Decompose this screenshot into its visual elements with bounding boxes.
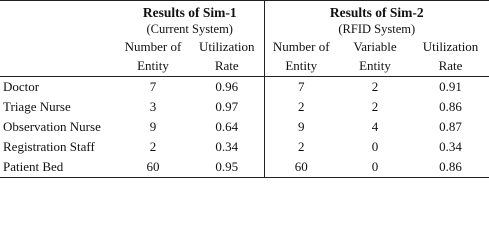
sim2-group-title: Results of Sim-2 [264, 1, 489, 22]
row-label: Doctor [3, 79, 40, 94]
sim2-variable-cell: 2 [371, 79, 379, 94]
row-label: Patient Bed [0, 157, 116, 178]
sim2-entity-cell: 2 [264, 97, 338, 117]
sim1-util-header-line1: Utilization [198, 39, 255, 54]
corner-cell [0, 21, 116, 37]
sim2-util-cell: 0.86 [439, 99, 462, 114]
sim2-entity-header-line1: Number of [264, 37, 338, 57]
table-row-doctor [0, 77, 489, 98]
sim1-entity-cell: 2 [149, 139, 157, 154]
column-header-row-2 [0, 57, 489, 77]
table-row-registration-staff [0, 137, 489, 157]
sim1-util-cell: 0.64 [215, 119, 239, 134]
sim2-util-header-line2: Rate [412, 57, 489, 77]
row-label: Registration Staff [3, 139, 95, 154]
corner-cell [0, 1, 116, 22]
table-row-triage-nurse [0, 97, 489, 117]
sim2-entity-header-line2: Entity [264, 57, 338, 77]
sim2-entity-cell: 60 [264, 157, 338, 178]
table-row-patient-bed [0, 157, 489, 178]
row-label: Triage Nurse [3, 99, 71, 114]
sim2-variable-cell: 0 [371, 139, 379, 154]
sim2-util-header-line1: Utilization [422, 39, 479, 54]
group-subtitle-row [0, 21, 489, 37]
sim1-entity-header-line1: Number of [124, 39, 182, 54]
sim2-group-subtitle: (RFID System) [264, 21, 489, 37]
sim2-variable-header-line1: Variable [353, 39, 397, 54]
sim2-variable-cell: 2 [371, 99, 379, 114]
sim2-util-cell: 0.86 [412, 157, 489, 178]
sim2-variable-cell: 4 [371, 119, 379, 134]
corner-cell [0, 37, 116, 57]
group-header-row [0, 1, 489, 22]
sim1-entity-header-line2: Entity [116, 57, 190, 77]
sim2-entity-cell: 9 [264, 117, 338, 137]
sim2-variable-header-line2: Entity [338, 57, 412, 77]
table-row-observation-nurse [0, 117, 489, 137]
sim1-group-title: Results of Sim-1 [116, 1, 264, 22]
sim1-entity-cell: 9 [149, 119, 157, 134]
column-header-row-1 [0, 37, 489, 57]
sim1-entity-cell: 7 [149, 79, 157, 94]
sim1-util-cell: 0.95 [190, 157, 264, 178]
corner-cell [0, 57, 116, 77]
sim1-util-header-line2: Rate [190, 57, 264, 77]
sim2-util-cell: 0.91 [439, 79, 462, 94]
sim2-entity-cell: 2 [264, 137, 338, 157]
sim2-util-cell: 0.87 [439, 119, 462, 134]
sim1-entity-cell: 60 [116, 157, 190, 178]
sim1-entity-cell: 3 [149, 99, 157, 114]
sim2-util-cell: 0.34 [439, 139, 462, 154]
sim2-variable-cell: 0 [338, 157, 412, 178]
sim1-util-cell: 0.96 [215, 79, 239, 94]
row-label: Observation Nurse [3, 119, 101, 134]
sim2-entity-cell: 7 [264, 77, 338, 98]
sim1-util-cell: 0.34 [215, 139, 239, 154]
sim1-util-cell: 0.97 [215, 99, 239, 114]
sim1-group-subtitle: (Current System) [146, 22, 233, 36]
